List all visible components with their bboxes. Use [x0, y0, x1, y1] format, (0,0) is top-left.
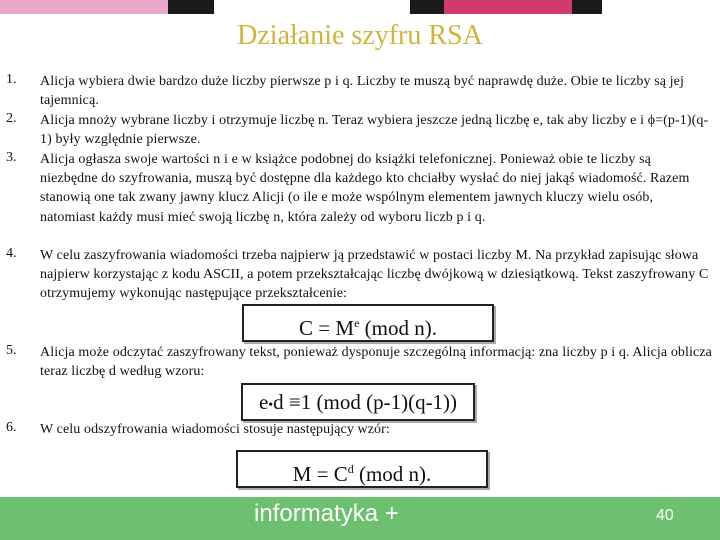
slide-title: Działanie szyfru RSA	[237, 20, 483, 51]
decryption-formula	[236, 450, 488, 488]
encryption-formula	[242, 304, 494, 342]
list-item-text: W celu zaszyfrowania wiadomości trzeba najpierw ją przedstawić w postaci liczby M. Na przykład zapisując słowa najpierw korzystając z kodu ASCII, a potem przekształcając liczbę dwójkową w dziesiątkową. Tekst zaszyfrowany C otrzymujemy wykonując następujące przekształcenie:	[40, 248, 709, 302]
list-item-text: W celu odszyfrowania wiadomości stosuje następujący wzór:	[40, 422, 390, 437]
page-number: 40	[656, 507, 674, 524]
top-bar-segment	[214, 0, 410, 14]
formula-text: C = M	[299, 316, 355, 340]
formula-text: e	[258, 390, 269, 414]
footer-label: informatyka +	[254, 500, 399, 527]
list-item-text: Alicja mnoży wybrane liczby i otrzymuje liczbę n. Teraz wybiera jeszcze jedną liczbę e, tak aby liczby e i ϕ=(p-1)(q-1) były względnie pierwsze.	[40, 113, 709, 148]
formula-text: (mod n).	[353, 462, 432, 486]
top-bar-segment	[168, 0, 214, 14]
formula-text: (mod n).	[359, 316, 437, 340]
list-item-text: Alicja może odczytać zaszyfrowany tekst, ponieważ dysponuje szczególną informacją: zna liczby p i q. Alicja oblicza teraz liczbę d według wzoru:	[40, 345, 712, 380]
list-item-text: Alicja ogłasza swoje wartości n i e w książce podobnej do książki telefonicznej. Ponieważ obie te liczby są niezbędne do szyfrowania, muszą być dostępne dla każdego kto chciałby wysłać do niej jakąś wiadomość. Razem stanowią one tak zwany jawny klucz Alicji (o ile e może wspólnym elementem jawnych kluczy wielu osób, natomiast każdy musi mieć swoją liczbę n, która zależy od wyboru liczb p i q.	[40, 152, 690, 225]
list-item-text: Alicja wybiera dwie bardzo duże liczby pierwsze p i q. Liczby te muszą być naprawdę duże. Obie te liczby są jej tajemnicą.	[40, 74, 684, 109]
top-bar-segment	[410, 0, 444, 14]
top-bar-segment	[100, 0, 168, 14]
top-bar-segment	[444, 0, 572, 14]
list-item-number: 3.	[6, 150, 17, 165]
formula-text: M = C	[292, 462, 348, 486]
list-item-number: 1.	[6, 72, 17, 87]
top-color-bar	[0, 0, 720, 14]
formula-exponent: e	[354, 316, 360, 330]
top-bar-segment	[602, 0, 720, 14]
list-item-number: 4.	[6, 246, 17, 261]
formula-text: d ≡1 (mod (p-1)(q-1))	[273, 390, 458, 414]
top-bar-segment	[0, 0, 100, 14]
top-bar-segment	[572, 0, 602, 14]
list-item-number: 5.	[6, 343, 17, 358]
formula-dot: •	[268, 398, 274, 413]
formula-exponent: d	[347, 462, 354, 476]
key-formula	[241, 383, 475, 421]
list-item-number: 2.	[6, 111, 17, 126]
list-item-number: 6.	[6, 420, 17, 435]
